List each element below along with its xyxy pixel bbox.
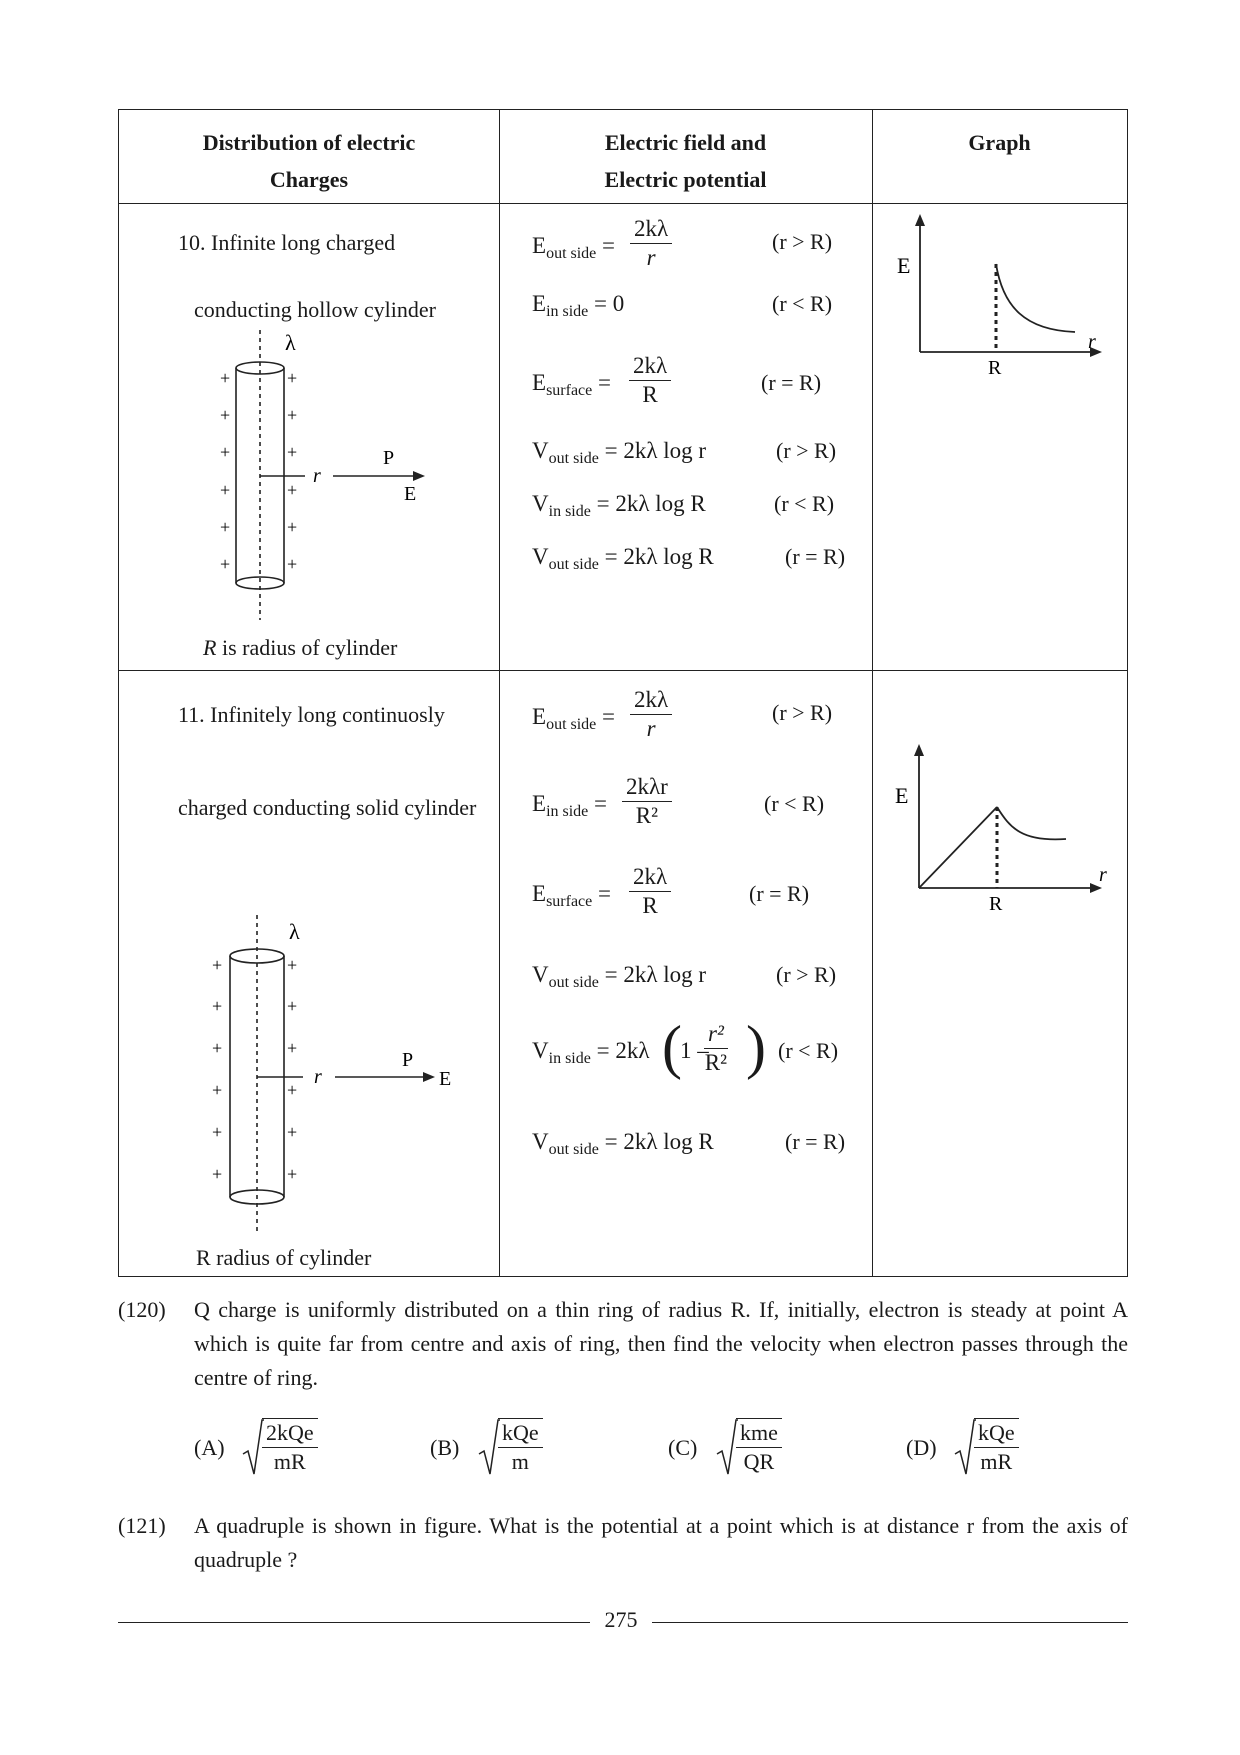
q120-text: Q charge is uniformly distributed on a thin ring of radius R. If, initially, electron is steady at point A which is quite far from centre and axis of ring, then find the velocity when electron passes through the centre of ring. — [194, 1297, 1128, 1390]
left-paren: ( — [662, 1014, 682, 1080]
row11-field-graph — [888, 742, 1113, 922]
option-label: (C) — [668, 1435, 698, 1460]
eq-subscript: out side — [548, 450, 599, 467]
eq-subscript: in side — [546, 303, 589, 320]
eq-subscript: out side — [546, 245, 597, 262]
row10-eq6 — [532, 532, 862, 592]
e-label: E — [439, 1068, 452, 1090]
eq-lhs — [532, 438, 706, 468]
row10-field-graph — [890, 212, 1115, 382]
eq-condition: (r = R) — [785, 1129, 846, 1154]
x-axis-label: r — [1099, 864, 1107, 886]
eq-lhs — [532, 1038, 649, 1068]
plus-sign: + — [287, 517, 298, 537]
plus-sign: + — [287, 368, 298, 388]
option-fraction — [736, 1418, 782, 1476]
r-label: r — [313, 465, 321, 487]
sqrt-symbol — [954, 1418, 976, 1478]
radius-label: R — [988, 357, 1002, 379]
q120-option-a[interactable] — [194, 1418, 454, 1478]
eq-fraction — [630, 686, 672, 743]
row11-eq1 — [532, 686, 852, 746]
eq-condition: (r > R) — [776, 962, 837, 987]
q120-option-c[interactable] — [668, 1418, 868, 1478]
option-fraction — [498, 1418, 543, 1476]
eq-condition: (r < R) — [774, 491, 835, 516]
eq-subscript: surface — [546, 382, 593, 399]
eq-rhs: = 2kλ log R — [604, 1129, 714, 1154]
plus-sign: + — [220, 405, 231, 425]
p-label: P — [402, 1049, 414, 1071]
eq-rhs: = 2kλ log R — [604, 544, 714, 569]
sqrt-symbol — [478, 1418, 500, 1478]
eq-symbol: E — [532, 233, 547, 258]
arrow-head — [413, 471, 425, 481]
p-label: P — [383, 447, 395, 469]
eq-symbol: V — [532, 544, 549, 569]
numerator: 2kλ — [629, 352, 671, 381]
eq-fraction — [704, 1020, 728, 1077]
y-axis-arrow — [914, 744, 924, 756]
plus-sign: + — [287, 1164, 298, 1184]
eq-lhs: $E_{out side}$ = — [532, 233, 616, 262]
caption-text: is radius of cylinder — [221, 635, 398, 660]
row10-eq4 — [532, 426, 862, 486]
numerator: r² — [704, 1020, 728, 1049]
q121-text: A quadruple is shown in figure. What is the potential at a point which is at distance r from the axis of quadruple ? — [194, 1513, 1128, 1572]
option-label: (D) — [906, 1435, 937, 1460]
caption-variable: R — [203, 635, 217, 660]
row11-eq2 — [532, 773, 852, 833]
denominator: R — [642, 893, 658, 918]
plus-sign: + — [212, 955, 223, 975]
numerator: 2kλr — [622, 773, 672, 802]
header-text: Electric potential — [604, 167, 767, 192]
plus-sign: + — [287, 1080, 298, 1100]
field-decay — [997, 807, 1066, 839]
denominator: r — [646, 716, 656, 741]
eq-lhs — [532, 544, 714, 574]
plus-sign: + — [287, 405, 298, 425]
denominator: mR — [273, 1449, 306, 1474]
right-paren: ) — [746, 1014, 766, 1080]
eq-subscript: out side — [546, 716, 597, 733]
eq-subscript: in side — [546, 803, 589, 820]
y-axis-label: E — [895, 783, 909, 808]
plus-sign: + — [287, 955, 298, 975]
eq-lhs: $E_{in side}$ = — [532, 791, 608, 820]
eq-lhs — [532, 291, 624, 321]
eq-symbol: V — [532, 1038, 549, 1063]
linear-rise — [919, 807, 997, 888]
plus-sign: + — [287, 480, 298, 500]
row11-title-line1: 11. Infinitely long continuosly — [178, 702, 445, 727]
plus-sign: + — [287, 442, 298, 462]
q120-option-d[interactable] — [906, 1418, 1106, 1478]
e-label: E — [404, 483, 417, 505]
denominator: m — [511, 1449, 529, 1474]
eq-condition: (r > R) — [772, 700, 833, 725]
row11-eq4 — [532, 950, 862, 1010]
eq-symbol: E — [532, 791, 547, 816]
eq-fraction — [629, 863, 671, 920]
denominator: QR — [743, 1449, 775, 1474]
q120-number: (120) — [118, 1297, 166, 1322]
r-label: r — [314, 1066, 322, 1088]
eq-rhs: = 2kλ log R — [596, 491, 706, 516]
eq-condition: (r < R) — [778, 1038, 839, 1063]
header-distribution — [119, 124, 499, 198]
eq-rhs: = 2kλ log r — [604, 438, 707, 463]
option-label: (B) — [430, 1435, 460, 1460]
eq-symbol: V — [532, 491, 549, 516]
header-field-potential — [499, 124, 872, 198]
row11-caption: R radius of cylinder — [196, 1245, 372, 1270]
column-divider — [499, 110, 500, 1276]
eq-subscript: out side — [548, 1141, 599, 1158]
eq-condition: (r < R) — [772, 291, 833, 316]
eq-rhs: = 2kλ log r — [604, 962, 707, 987]
eq-subscript: surface — [546, 893, 593, 910]
plus-sign: + — [212, 1080, 223, 1100]
option-fraction — [262, 1418, 318, 1476]
row10-title-line1: 10. Infinite long charged — [178, 230, 396, 255]
eq-fraction — [629, 352, 671, 409]
plus-sign: + — [220, 517, 231, 537]
row10-title-line2: conducting hollow cylinder — [194, 297, 436, 322]
eq-symbol: E — [532, 704, 547, 729]
plus-sign: + — [287, 1122, 298, 1142]
solid-cylinder-diagram — [195, 915, 465, 1235]
eq-subscript: in side — [548, 1050, 591, 1067]
eq-condition: (r > R) — [776, 438, 837, 463]
footer-rule-left — [118, 1622, 590, 1623]
eq-symbol: E — [532, 881, 547, 906]
eq-lhs — [532, 962, 706, 992]
field-curve — [996, 264, 1075, 332]
q120-option-b[interactable] — [430, 1418, 630, 1478]
plus-sign: + — [220, 368, 231, 388]
footer-rule-right — [652, 1622, 1128, 1623]
column-divider — [872, 110, 873, 1276]
header-text: Charges — [269, 167, 349, 192]
row11-eq6 — [532, 1117, 862, 1177]
eq-subscript: in side — [548, 503, 591, 520]
header-divider — [119, 203, 1127, 204]
eq-lhs: $E_{surface}$ = — [532, 881, 611, 910]
page-number: 275 — [604, 1607, 638, 1632]
y-axis-label: E — [897, 253, 911, 278]
eq-subscript: out side — [548, 974, 599, 991]
header-text: Distribution of electric — [202, 130, 416, 155]
eq-condition: (r < R) — [764, 791, 825, 816]
numerator: kQe — [974, 1419, 1019, 1448]
plus-sign: + — [212, 996, 223, 1016]
row11-eq3 — [532, 863, 852, 923]
eq-rhs: = 2kλ — [596, 1038, 650, 1063]
eq-symbol: V — [532, 438, 549, 463]
eq-symbol: E — [532, 291, 547, 316]
denominator: R² — [635, 803, 659, 828]
q121-number: (121) — [118, 1513, 166, 1538]
row10-eq3 — [532, 352, 852, 412]
denominator: mR — [980, 1449, 1013, 1474]
option-label: (A) — [194, 1435, 225, 1460]
row10-eq1 — [532, 215, 852, 275]
sqrt-symbol — [716, 1418, 738, 1478]
denominator: R — [642, 382, 658, 407]
row10-eq2 — [532, 279, 852, 339]
header-graph: Graph — [968, 130, 1031, 155]
numerator: 2kλ — [630, 215, 672, 244]
numerator: kQe — [498, 1419, 543, 1448]
plus-sign: + — [212, 1038, 223, 1058]
eq-lhs: $E_{surface}$ = — [532, 370, 611, 399]
eq-condition: (r = R) — [761, 370, 822, 395]
header-text: Electric field and — [604, 130, 767, 155]
row-divider — [119, 670, 1127, 671]
eq-condition: (r = R) — [785, 544, 846, 569]
plus-sign: + — [287, 1038, 298, 1058]
numerator: 2kλ — [630, 686, 672, 715]
plus-sign: + — [287, 996, 298, 1016]
eq-lhs: $E_{out side}$ = — [532, 704, 616, 733]
eq-rhs: = 0 — [594, 291, 625, 316]
numerator: 2kQe — [262, 1419, 318, 1448]
eq-lhs — [532, 1129, 714, 1159]
eq-symbol: E — [532, 370, 547, 395]
denominator: R² — [704, 1050, 728, 1075]
eq-fraction — [622, 773, 672, 830]
eq-lhs — [532, 491, 706, 521]
lambda-label: λ — [289, 919, 300, 944]
radius-label: R — [989, 893, 1003, 915]
sqrt-symbol — [242, 1418, 264, 1478]
plus-sign: + — [212, 1122, 223, 1142]
row11-title-line2: charged conducting solid cylinder — [178, 795, 477, 820]
eq-subscript: out side — [548, 556, 599, 573]
eq-fraction — [630, 215, 672, 272]
numerator: kme — [736, 1419, 782, 1448]
denominator: r — [646, 245, 656, 270]
x-axis-label: r — [1088, 331, 1096, 353]
arrow-head — [423, 1072, 435, 1082]
plus-sign: + — [220, 554, 231, 574]
charge-signs — [220, 368, 297, 574]
plus-sign: + — [220, 480, 231, 500]
hollow-cylinder-diagram — [200, 330, 440, 620]
eq-symbol: V — [532, 1129, 549, 1154]
row10-eq5 — [532, 479, 862, 539]
y-axis-arrow — [915, 214, 925, 226]
paren-term: 1 – — [680, 1038, 709, 1063]
plus-sign: + — [220, 442, 231, 462]
lambda-label: λ — [285, 330, 296, 355]
row11-eq5 — [532, 1012, 862, 1092]
numerator: 2kλ — [629, 863, 671, 892]
row10-caption — [203, 635, 397, 661]
eq-symbol: V — [532, 962, 549, 987]
option-fraction — [974, 1418, 1019, 1476]
plus-sign: + — [212, 1164, 223, 1184]
plus-sign: + — [287, 554, 298, 574]
eq-condition: (r = R) — [749, 881, 810, 906]
eq-condition: (r > R) — [772, 229, 833, 254]
